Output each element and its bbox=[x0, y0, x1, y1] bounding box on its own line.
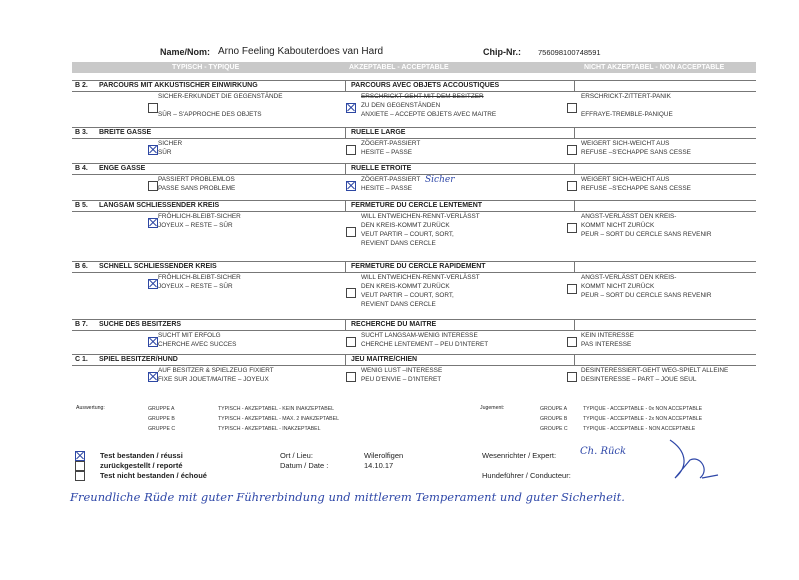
checkbox-b2-nak[interactable] bbox=[567, 103, 577, 113]
section-title-fr: RECHERCHE DU MAITRE bbox=[351, 321, 437, 328]
option-text: SICHER bbox=[158, 140, 183, 147]
section-title-de: BREITE GASSE bbox=[99, 129, 152, 136]
option-text: PAS INTERESSE bbox=[581, 341, 632, 348]
option-text: ZU DEN GEGENSTÄNDEN bbox=[361, 102, 441, 109]
checkbox-b3-akz[interactable] bbox=[346, 145, 356, 155]
checkbox-b3-nak[interactable] bbox=[567, 145, 577, 155]
checkbox-b6-nak[interactable] bbox=[567, 284, 577, 294]
signature-stroke bbox=[630, 430, 720, 485]
section-header bbox=[72, 319, 756, 331]
section-header bbox=[72, 200, 756, 212]
section-title-fr: RUELLE LARGE bbox=[351, 129, 406, 136]
option-text: DESINTERESSIERT-GEHT WEG-SPIELT ALLEINE bbox=[581, 367, 729, 374]
option-text: ZÖGERT-PASSIERT bbox=[361, 176, 421, 183]
eval-group-fr-name: GROUPE C bbox=[540, 426, 568, 432]
option-text: JOYEUX – RESTE – SÛR bbox=[158, 283, 233, 290]
section-title-fr: JEU MAITRE/CHIEN bbox=[351, 356, 418, 363]
option-text: VEUT PARTIR – COURT, SORT, bbox=[361, 231, 454, 238]
place-label: Ort / Lieu: bbox=[280, 451, 313, 460]
option-text: PASSE SANS PROBLEME bbox=[158, 185, 236, 192]
checkbox-b6-akz[interactable] bbox=[346, 288, 356, 298]
date-value: 14.10.17 bbox=[364, 461, 394, 470]
section-code: C 1. bbox=[75, 356, 88, 363]
checkbox-b4-akz[interactable] bbox=[346, 181, 356, 191]
eval-group-fr-name: GROUPE A bbox=[540, 406, 568, 412]
option-text: DESINTERESSE – PART – JOUE SEUL bbox=[581, 376, 697, 383]
option-text: HESITE – PASSE bbox=[361, 185, 413, 192]
option-text: SUCHT LANGSAM-WENIG INTERESSE bbox=[361, 332, 478, 339]
option-text: ANGST-VERLÄSST DEN KREIS- bbox=[581, 274, 677, 281]
eval-group-de-rule: TYPISCH - AKZEPTABEL - KEIN INAKZEPTABEL bbox=[218, 406, 335, 412]
checkbox-b2-typ[interactable] bbox=[148, 103, 158, 113]
section-title-fr: PARCOURS AVEC OBJETS ACCOUSTIQUES bbox=[351, 82, 500, 89]
option-text: CHERCHE AVEC SUCCES bbox=[158, 341, 237, 348]
eval-group-fr-rule: TYPIQUE - ACCEPTABLE - NON ACCEPTABLE bbox=[583, 426, 696, 432]
option-text: SÛR – S'APPROCHE DES OBJETS bbox=[158, 111, 262, 118]
eval-group-de-name: GRUPPE B bbox=[148, 416, 175, 422]
section-title-fr: RUELLE ETROITE bbox=[351, 165, 412, 172]
option-text: DEN KREIS-KOMMT ZURÜCK bbox=[361, 222, 450, 229]
result-checkbox[interactable] bbox=[75, 461, 85, 471]
name-label: Name/Nom: bbox=[160, 47, 211, 57]
option-text: JOYEUX – RESTE – SÛR bbox=[158, 222, 233, 229]
option-text: AUF BESITZER & SPIELZEUG FIXIERT bbox=[158, 367, 274, 374]
option-text: KOMMT NICHT ZURÜCK bbox=[581, 283, 655, 290]
option-text: REFUSE –S'ECHAPPE SANS CESSE bbox=[581, 185, 691, 192]
section-title-de: ENGE GASSE bbox=[99, 165, 146, 172]
option-text: KEIN INTERESSE bbox=[581, 332, 634, 339]
section-code: B 6. bbox=[75, 263, 88, 270]
checkbox-c1-typ[interactable] bbox=[148, 372, 158, 382]
option-text: ANXIETE – ACCEPTE OBJETS AVEC MAITRE bbox=[361, 111, 497, 118]
option-text: ZÖGERT-PASSIERT bbox=[361, 140, 421, 147]
eval-group-de-rule: TYPISCH - AKZEPTABEL - INAKZEPTABEL bbox=[218, 426, 321, 432]
section-code: B 4. bbox=[75, 165, 88, 172]
judge-signature: Ch. Rück bbox=[580, 446, 627, 457]
option-text: PASSIERT PROBLEMLOS bbox=[158, 176, 235, 183]
checkbox-b3-typ[interactable] bbox=[148, 145, 158, 155]
section-code: B 3. bbox=[75, 129, 88, 136]
judge-label: Wesenrichter / Expert: bbox=[482, 451, 557, 460]
option-text: EFFRAYE-TREMBLE-PANIQUE bbox=[581, 111, 673, 118]
section-title-fr: FERMETURE DU CERCLE RAPIDEMENT bbox=[351, 263, 486, 270]
option-text: PEU D'ENVIE – D'INTERET bbox=[361, 376, 442, 383]
option-text: REVIENT DANS CERCLE bbox=[361, 240, 436, 247]
section-title-de: SPIEL BESITZER/HUND bbox=[99, 356, 178, 363]
option-text: SUCHT MIT ERFOLG bbox=[158, 332, 221, 339]
section-title-de: LANGSAM SCHLIESSENDER KREIS bbox=[99, 202, 220, 209]
result-label: Test nicht bestanden / échoué bbox=[100, 471, 207, 480]
column-band bbox=[72, 62, 756, 73]
option-text: KOMMT NICHT ZURÜCK bbox=[581, 222, 655, 229]
option-text: HESITE – PASSE bbox=[361, 149, 413, 156]
checkbox-b4-nak[interactable] bbox=[567, 181, 577, 191]
option-text: FRÖHLICH-BLEIBT-SICHER bbox=[158, 274, 241, 281]
eval-label-de: Auswertung: bbox=[76, 405, 105, 411]
column-typical: TYPISCH - TYPIQUE bbox=[172, 64, 240, 71]
option-text: WILL ENTWEICHEN-RENNT-VERLÄSST bbox=[361, 213, 480, 220]
result-label: Test bestanden / réussi bbox=[100, 451, 183, 460]
option-text: CHERCHE LENTEMENT – PEU D'INTERET bbox=[361, 341, 489, 348]
result-checkbox[interactable] bbox=[75, 451, 85, 461]
eval-group-de-name: GRUPPE C bbox=[148, 426, 176, 432]
option-text: ANGST-VERLÄSST DEN KREIS- bbox=[581, 213, 677, 220]
option-text: WEIGERT SICH-WEICHT AUS bbox=[581, 176, 670, 183]
section-code: B 2. bbox=[75, 82, 88, 89]
option-text: WILL ENTWEICHEN-RENNT-VERLÄSST bbox=[361, 274, 480, 281]
checkbox-b5-akz[interactable] bbox=[346, 227, 356, 237]
option-text: PEUR – SORT DU CERCLE SANS REVENIR bbox=[581, 231, 712, 238]
handler-label: Hundeführer / Conducteur: bbox=[482, 471, 571, 480]
eval-group-fr-name: GROUPE B bbox=[540, 416, 568, 422]
comment: Freundliche Rüde mit guter Führerbindung und mittlerem Temperament und guter Sicherheit. bbox=[70, 490, 625, 504]
checkbox-b5-nak[interactable] bbox=[567, 223, 577, 233]
option-text: WEIGERT SICH-WEICHT AUS bbox=[581, 140, 670, 147]
option-text: SICHER-ERKUNDET DIE GEGENSTÄNDE bbox=[158, 93, 283, 100]
section-title-fr: FERMETURE DU CERCLE LENTEMENT bbox=[351, 202, 483, 209]
option-text: REFUSE –S'ECHAPPE SANS CESSE bbox=[581, 149, 691, 156]
section-header bbox=[72, 354, 756, 366]
section-header bbox=[72, 261, 756, 273]
section-header bbox=[72, 80, 756, 92]
checkbox-b2-akz[interactable] bbox=[346, 103, 356, 113]
option-text: DEN KREIS-KOMMT ZURÜCK bbox=[361, 283, 450, 290]
checkbox-b6-typ[interactable] bbox=[148, 279, 158, 289]
date-label: Datum / Date : bbox=[280, 461, 329, 470]
option-text: ERSCHRICKT-GEHT MIT DEM BESITZER bbox=[361, 93, 484, 100]
annotation-b4: Sicher bbox=[425, 175, 455, 185]
option-text: PEUR – SORT DU CERCLE SANS REVENIR bbox=[581, 292, 712, 299]
option-text: WENIG LUST –INTERESSE bbox=[361, 367, 443, 374]
checkbox-b7-typ[interactable] bbox=[148, 337, 158, 347]
section-title-de: PARCOURS MIT AKKUSTISCHER EINWIRKUNG bbox=[99, 82, 258, 89]
option-text: VEUT PARTIR – COURT, SORT, bbox=[361, 292, 454, 299]
chip-label: Chip-Nr.: bbox=[483, 47, 521, 57]
chip-value: 756098100748591 bbox=[538, 48, 601, 57]
place-value: Wilerolfigen bbox=[364, 451, 404, 460]
section-header bbox=[72, 163, 756, 175]
eval-group-fr-rule: TYPIQUE - ACCEPTABLE - 0x NON ACCEPTABLE bbox=[583, 406, 703, 412]
checkbox-c1-nak[interactable] bbox=[567, 372, 577, 382]
section-header bbox=[72, 127, 756, 139]
option-text: SÛR bbox=[158, 149, 172, 156]
checkbox-b7-nak[interactable] bbox=[567, 337, 577, 347]
section-title-de: SUCHE DES BESITZERS bbox=[99, 321, 182, 328]
eval-group-fr-rule: TYPIQUE - ACCEPTABLE - 2x NON ACCEPTABLE bbox=[583, 416, 703, 422]
section-title-de: SCHNELL SCHLIESSENDER KREIS bbox=[99, 263, 217, 270]
column-acceptable: AKZEPTABEL - ACCEPTABLE bbox=[349, 64, 449, 71]
checkbox-c1-akz[interactable] bbox=[346, 372, 356, 382]
option-text: ERSCHRICKT-ZITTERT-PANIK bbox=[581, 93, 671, 100]
name-value: Arno Feeling Kabouterdoes van Hard bbox=[218, 46, 384, 57]
checkbox-b4-typ[interactable] bbox=[148, 181, 158, 191]
result-checkbox[interactable] bbox=[75, 471, 85, 481]
checkbox-b7-akz[interactable] bbox=[346, 337, 356, 347]
eval-group-de-name: GRUPPE A bbox=[148, 406, 175, 412]
section-code: B 5. bbox=[75, 202, 88, 209]
result-label: zurückgestellt / reporté bbox=[100, 461, 183, 470]
eval-group-de-rule: TYPISCH - AKZEPTABEL - MAX. 2 INAKZEPTABEL bbox=[218, 416, 339, 422]
option-text: FIXE SUR JOUET/MAITRE – JOYEUX bbox=[158, 376, 269, 383]
eval-label-fr: Jugement: bbox=[480, 405, 505, 411]
option-text: REVIENT DANS CERCLE bbox=[361, 301, 436, 308]
section-code: B 7. bbox=[75, 321, 88, 328]
option-text: FRÖHLICH-BLEIBT-SICHER bbox=[158, 213, 241, 220]
checkbox-b5-typ[interactable] bbox=[148, 218, 158, 228]
column-not-acceptable: NICHT AKZEPTABEL - NON ACCEPTABLE bbox=[584, 64, 725, 71]
